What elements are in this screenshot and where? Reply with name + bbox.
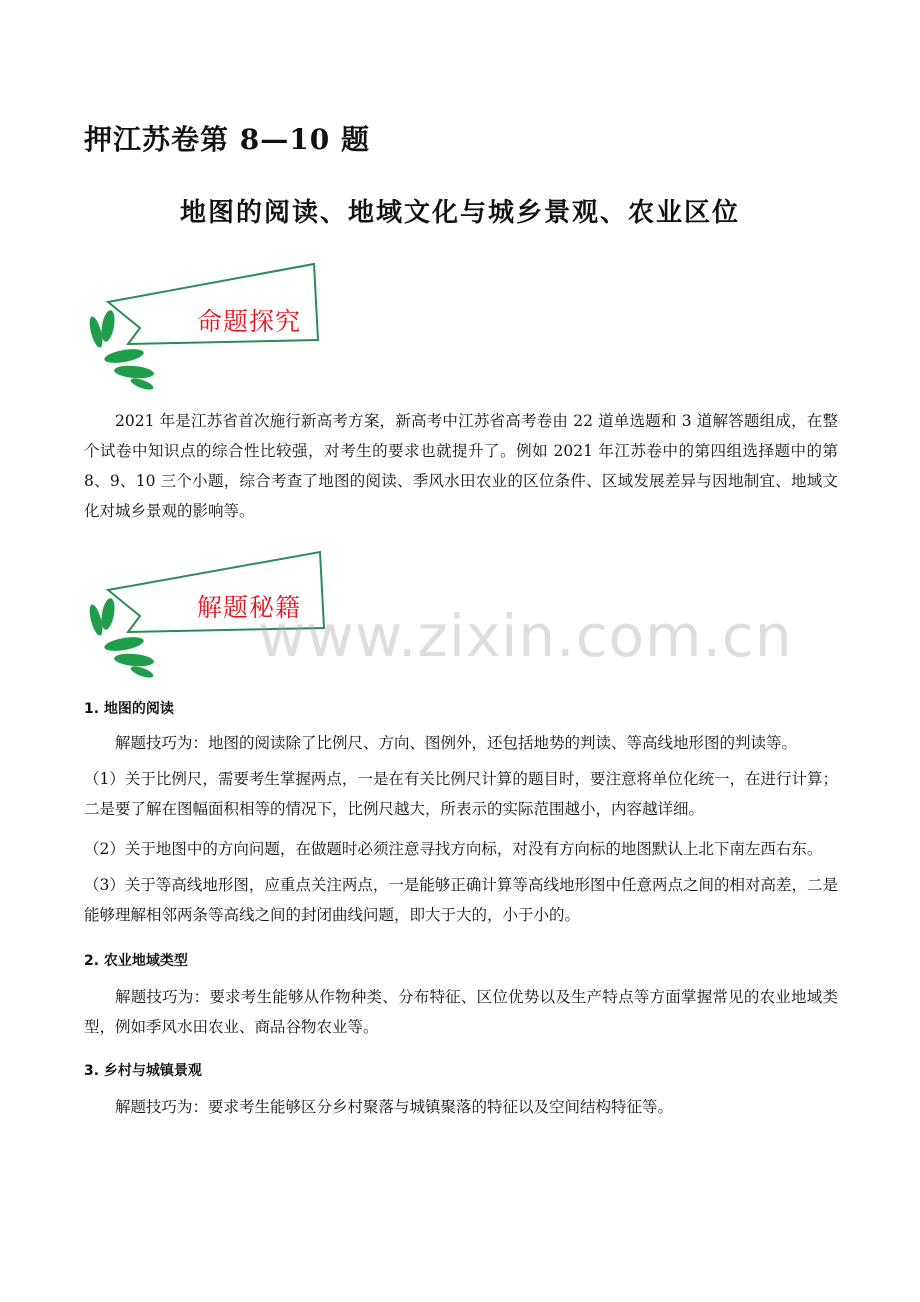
watermark: www.zixin.com.cn xyxy=(258,602,793,670)
section-heading: 3. 乡村与城镇景观 xyxy=(84,1063,202,1079)
section-tip: 解题技巧为：要求考生能够区分乡村聚落与城镇聚落的特征以及空间结构特征等。 xyxy=(115,1098,674,1116)
document-title: 押江苏卷第 8—10 题 xyxy=(84,123,370,156)
banner-label: 解题秘籍 xyxy=(196,593,301,622)
document-subtitle: 地图的阅读、地域文化与城乡景观、农业区位 xyxy=(179,198,740,228)
section-tip: 解题技巧为：要求考生能够从作物种类、分布特征、区位优势以及生产特点等方面掌握常见的农业地域类型，例如季风水田农业、商品谷物农业等。 xyxy=(84,988,838,1036)
section-point: （1）关于比例尺，需要考生掌握两点，一是在有关比例尺计算的题目时，要注意将单位化统一，在进行计算；二是要了解在图幅面积相等的情况下，比例尺越大，所表示的实际范围越小，内容越详细。 xyxy=(84,770,838,818)
section-heading: 2. 农业地域类型 xyxy=(84,953,188,969)
section-tip: 解题技巧为：地图的阅读除了比例尺、方向、图例外，还包括地势的判读、等高线地形图的判读等。 xyxy=(115,734,798,752)
section-banner-mingti xyxy=(84,262,334,392)
section-point: （3）关于等高线地形图，应重点关注两点，一是能够正确计算等高线地形图中任意两点之间的相对高差，二是能够理解相邻两条等高线之间的封闭曲线问题，即大于大的，小于小的。 xyxy=(84,876,838,924)
section-point: （2）关于地图中的方向问题，在做题时必须注意寻找方向标，对没有方向标的地图默认上北下南左西右东。 xyxy=(84,840,823,858)
section-heading: 1. 地图的阅读 xyxy=(84,701,174,717)
intro-paragraph: 2021 年是江苏省首次施行新高考方案，新高考中江苏省高考卷由 22 道单选题和 3 道解答题组成，在整个试卷中知识点的综合性比较强，对考生的要求也就提升了。例如 2021 年江苏卷中的第四组选择题中的第 8、9、10 三个小题，综合考查了地图的阅读、季风水田农业的区位条件、区域发展差异与因地制宜、地域文化对城乡景观的影响等。 xyxy=(84,412,838,520)
banner-label: 命题探究 xyxy=(196,307,301,336)
